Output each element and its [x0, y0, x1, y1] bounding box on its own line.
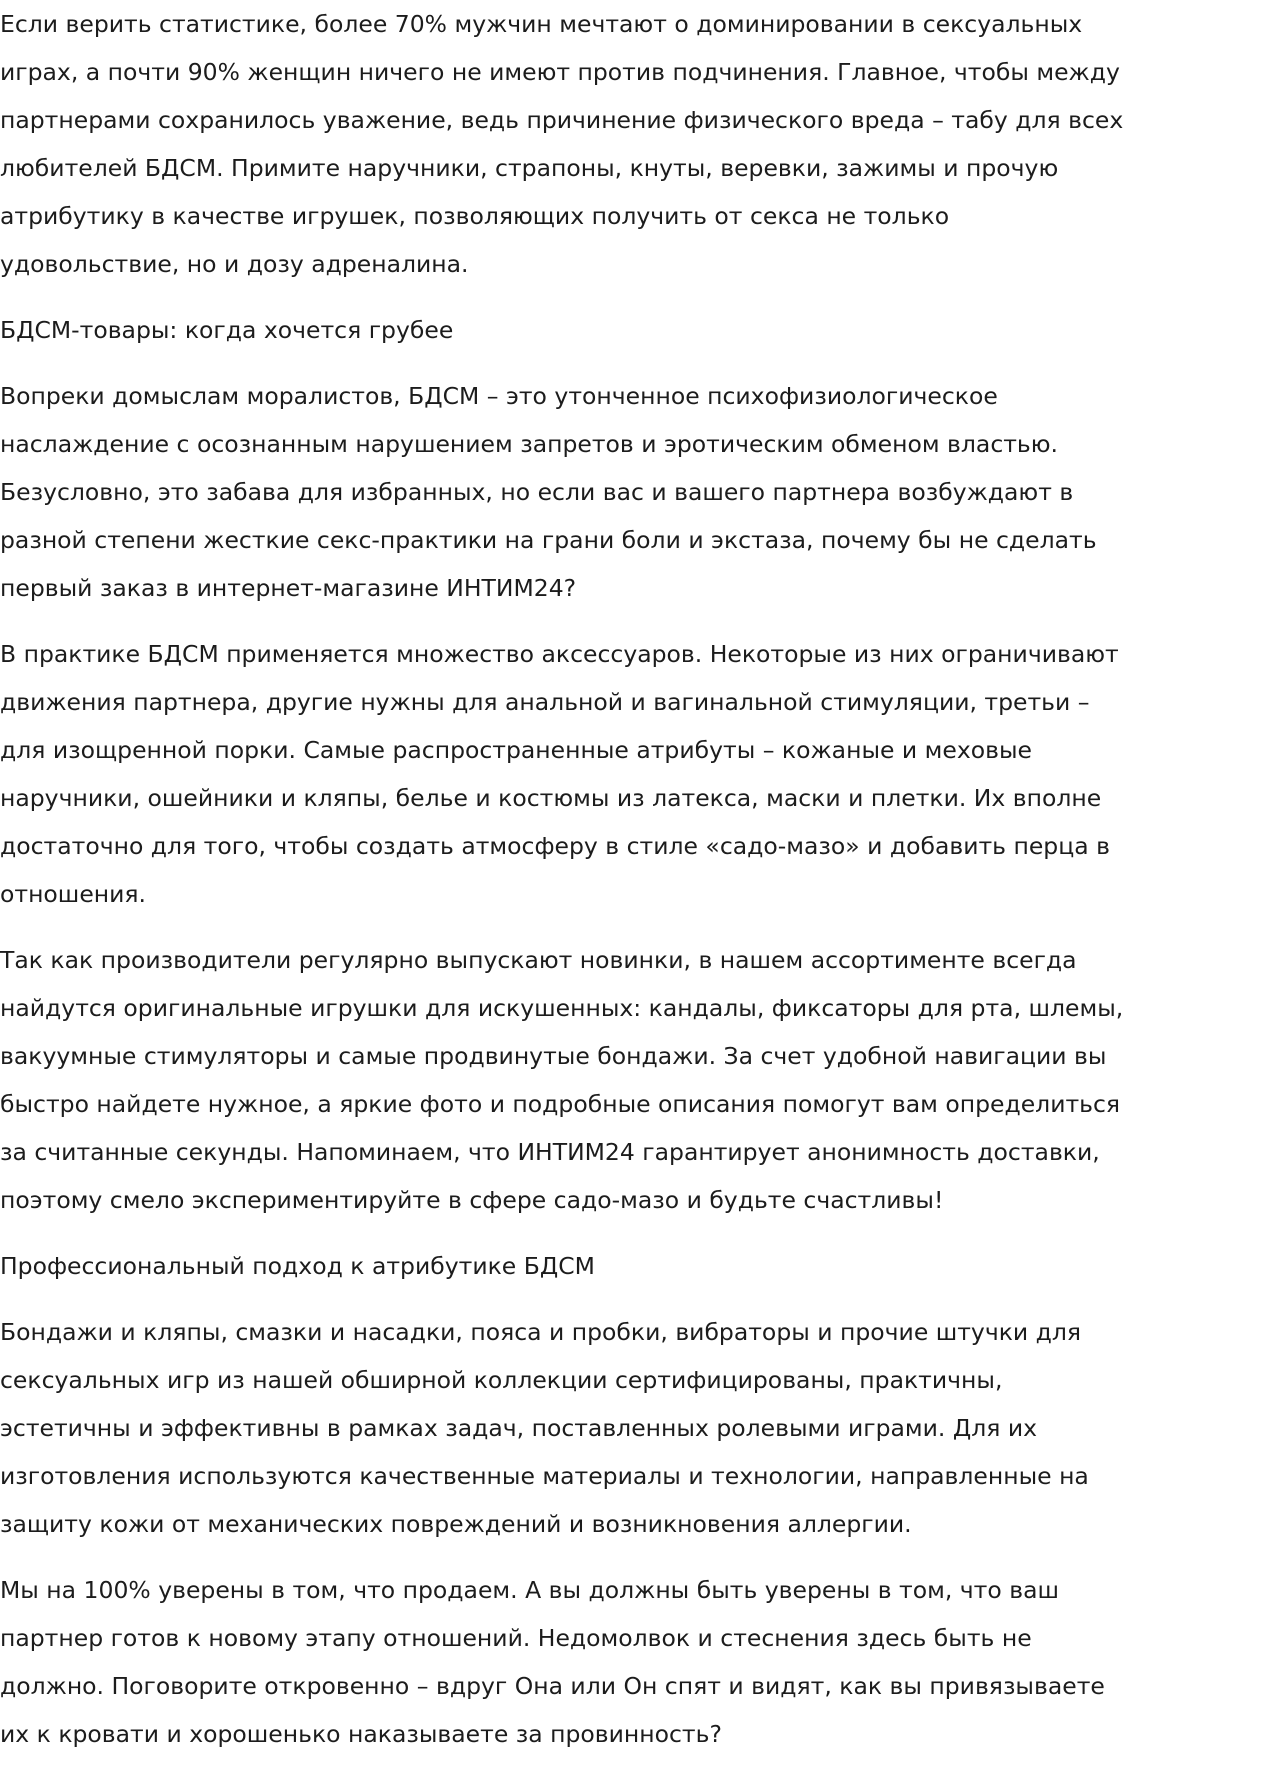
paragraph-accessories: В практике БДСМ применяется множество аксессуаров. Некоторые из них ограничивают движения партнера, другие нужны для анальной и вагинальной стимуляции, третьи – для изощренной порки. Самые распространенные атрибуты – кожаные и меховые наручники, ошейники и кляпы, белье и костюмы из латекса, маски и плетки. Их вполне достаточно для того, чтобы создать атмосферу в стиле «садо-мазо» и добавить перца в отношения. [0, 640, 1119, 908]
section-heading-bdsm-goods: БДСМ-товары: когда хочется грубее [0, 316, 454, 344]
paragraph-collection: Бондажи и кляпы, смазки и насадки, пояса и пробки, вибраторы и прочие штучки для сексуальных игр из нашей обширной коллекции сертифицированы, практичны, эстетичны и эффективны в рамках задач, поставленных ролевыми играми. Для их изготовления используются качественные материалы и технологии, направленные на защиту кожи от механических повреждений и возникновения аллергии. [0, 1318, 1089, 1538]
paragraph-intro: Если верить статистике, более 70% мужчин мечтают о доминировании в сексуальных играх, а почти 90% женщин ничего не имеют против подчинения. Главное, чтобы между партнерами сохранилось уважение, ведь причинение физического вреда – табу для всех любителей БДСМ. Примите наручники, страпоны, кнуты, веревки, зажимы и прочую атрибутику в качестве игрушек, позволяющих получить от секса не только удовольствие, но и дозу адреналина. [0, 10, 1124, 278]
paragraph-moralists: Вопреки домыслам моралистов, БДСМ – это утонченное психофизиологическое наслаждение с осознанным нарушением запретов и эротическим обменом властью. Безусловно, это забава для избранных, но если вас и вашего партнера возбуждают в разной степени жесткие секс-практики на грани боли и экстаза, почему бы не сделать первый заказ в интернет-магазине ИНТИМ24? [0, 382, 1097, 602]
section-heading-professional-approach: Профессиональный подход к атрибутике БДСМ [0, 1252, 595, 1280]
paragraph-confidence: Мы на 100% уверены в том, что продаем. А вы должны быть уверены в том, что ваш партнер готов к новому этапу отношений. Недомолвок и стеснения здесь быть не должно. Поговорите откровенно – вдруг Она или Он спят и видят, как вы привязываете их к кровати и хорошенько наказываете за провинность? [0, 1576, 1105, 1748]
paragraph-new-items: Так как производители регулярно выпускают новинки, в нашем ассортименте всегда найдутся оригинальные игрушки для искушенных: кандалы, фиксаторы для рта, шлемы, вакуумные стимуляторы и самые продвинутые бондажи. За счет удобной навигации вы быстро найдете нужное, а яркие фото и подробные описания помогут вам определиться за считанные секунды. Напоминаем, что ИНТИМ24 гарантирует анонимность доставки, поэтому смело экспериментируйте в сфере садо-мазо и будьте счастливы! [0, 946, 1124, 1214]
